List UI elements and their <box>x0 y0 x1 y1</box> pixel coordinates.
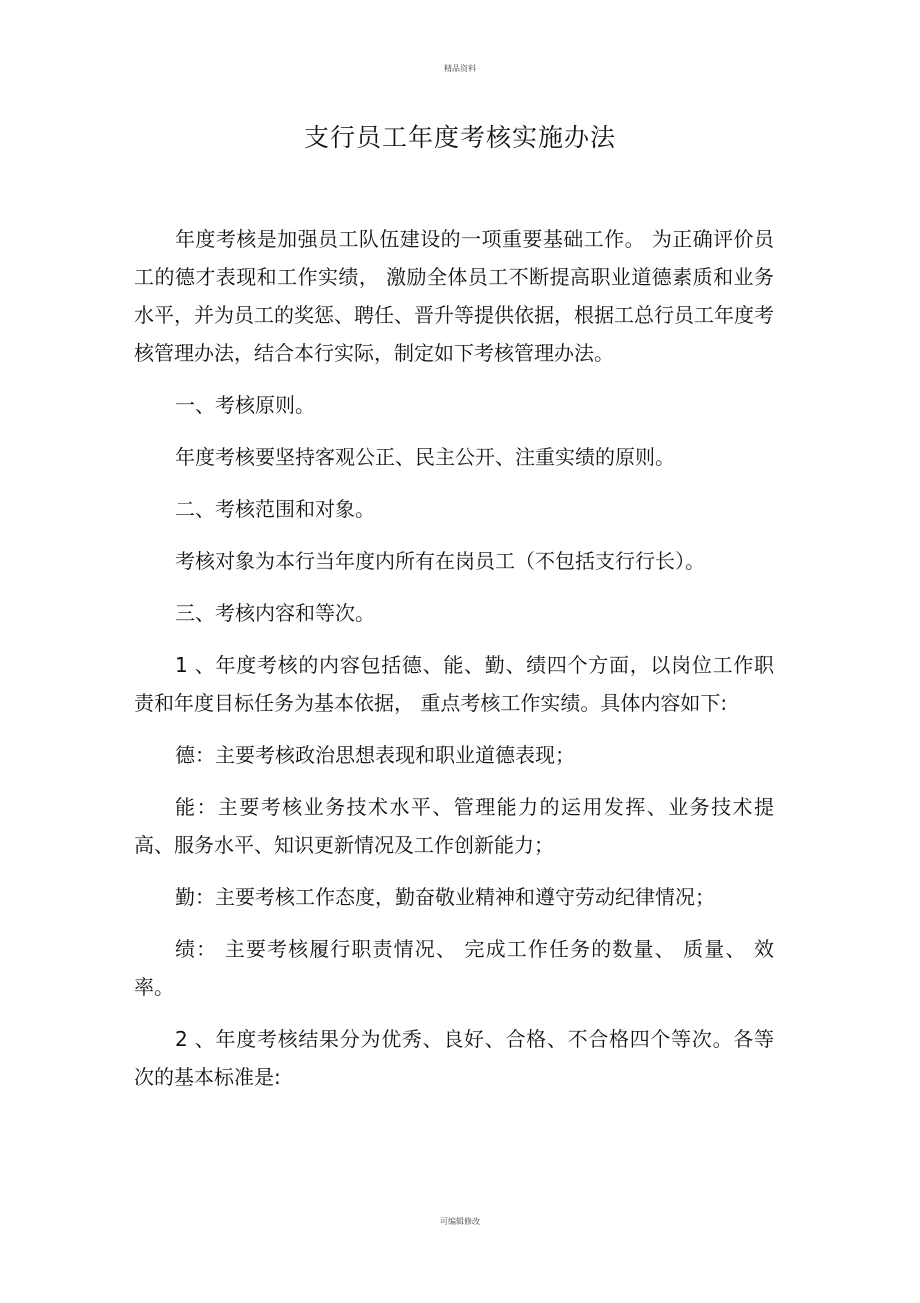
document-title: 支行员工年度考核实施办法 <box>303 123 616 152</box>
section-heading-content: 三、考核内容和等次。 <box>175 601 375 625</box>
paragraph-scope: 考核对象为本行当年度内所有在岗员工（不包括支行行长）。 <box>175 549 705 573</box>
paragraph-qin: 勤：主要考核工作态度，勤奋敬业精神和遵守劳动纪律情况； <box>175 885 715 909</box>
paragraph-principles: 年度考核要坚持客观公正、民主公开、注重实绩的原则。 <box>175 445 675 469</box>
page-footer: 可编辑修改 <box>440 1217 480 1226</box>
paragraph-de: 德：主要考核政治思想表现和职业道德表现； <box>175 743 575 767</box>
section-heading-principles: 一、考核原则。 <box>175 393 315 417</box>
paragraph-grades: 2 、年度考核结果分为优秀、良好、合格、不合格四个等次。各等次的基本标准是: <box>134 1027 774 1089</box>
paragraph-ji: 绩： 主要考核履行职责情况、 完成工作任务的数量、 质量、 效率。 <box>134 937 774 999</box>
paragraph-intro: 年度考核是加强员工队伍建设的一项重要基础工作。 为正确评价员工的德才表现和工作实绩， 激励全体员工不断提高职业道德素质和业务水平，并为员工的奖惩、聘任、晋升等提供依据，根据工总行员工年度考核管理办法，结合本行实际，制定如下考核管理办法。 <box>134 227 774 365</box>
paragraph-neng: 能：主要考核业务技术水平、管理能力的运用发挥、业务技术提高、服务水平、知识更新情况及工作创新能力； <box>134 795 774 857</box>
document-body <box>134 220 774 1110</box>
page-header: 精品资料 <box>444 64 476 73</box>
paragraph-content-1: 1 、年度考核的内容包括德、能、勤、绩四个方面，以岗位工作职责和年度目标任务为基本依据， 重点考核工作实绩。具体内容如下: <box>134 653 774 715</box>
section-heading-scope: 二、考核范围和对象。 <box>175 497 375 521</box>
